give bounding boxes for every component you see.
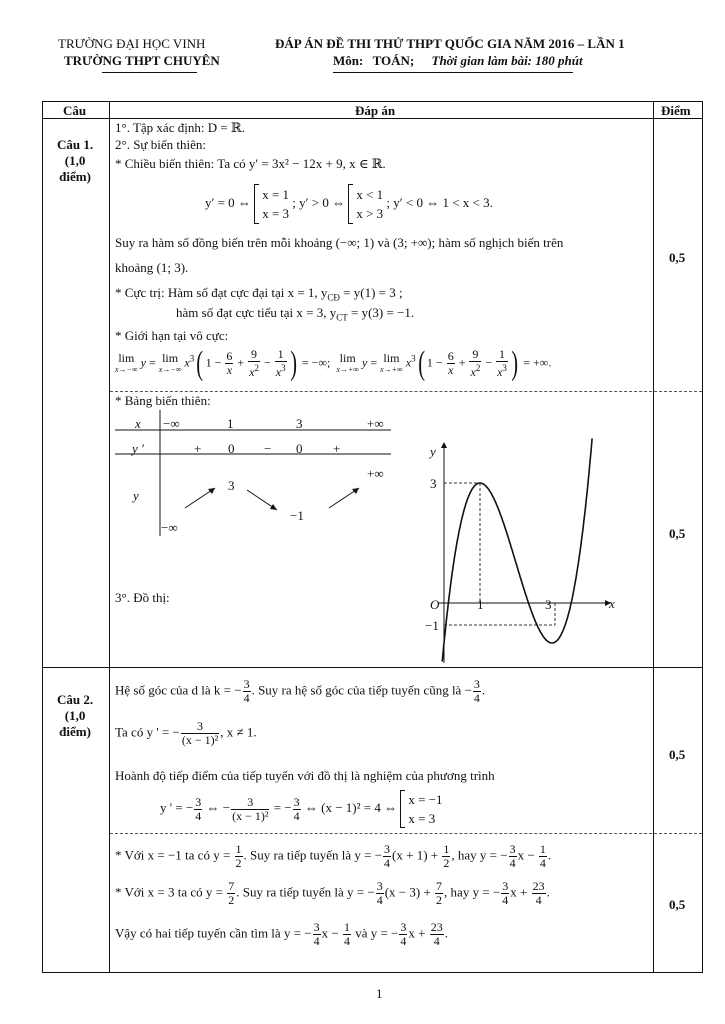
bbt-yp-sign-2: −: [264, 441, 272, 456]
graph-y-label: y: [430, 444, 436, 459]
c2-conclusion: Vậy có hai tiếp tuyến cần tìm là y = − $\frac{3}{4}$ x − $\frac{1}{4}$ và y = − $\frac{3}{4}$ x + $\frac{23}{4}$ .: [115, 920, 448, 948]
bbt-yp-label: y ': [132, 441, 144, 456]
subject: TOÁN;: [372, 53, 415, 68]
brace-icon: [400, 790, 405, 828]
question-1-points: (1,0: [64, 153, 86, 168]
exam-title: ĐÁP ÁN ĐỀ THI THỬ THPT QUỐC GIA NĂM 2016 – LẦN 1: [275, 36, 625, 51]
graph-tick-1: 1: [477, 597, 484, 612]
question-2-points: (1,0: [64, 708, 86, 723]
c2-equation: y ' = − $\frac{3}{4}$ ⇔ − $\frac{3}{\text{(x − 1)²}}$ = − $\frac{3}{4}$ ⇔ (x − 1)² = 4 ⇔ x = −1 x = 3: [160, 792, 443, 826]
col-header-cau: Câu: [63, 103, 87, 118]
bbt-y-minusinf: −∞: [161, 520, 178, 535]
c1-sign-conditions: [205, 184, 493, 224]
bbt-y-plusinf: +∞: [367, 466, 384, 481]
school-name-2: TRƯỜNG THPT CHUYÊN: [64, 53, 220, 68]
c1-score-1: 0,5: [669, 250, 686, 265]
c2-tangent-point: Hoành độ tiếp điểm của tiếp tuyến với đồ thị là nghiệm của phương trình: [115, 768, 495, 783]
bbt-y-min: −1: [290, 508, 304, 523]
c1-score-2: 0,5: [669, 526, 686, 541]
c1-yp-negative: ; y′ < 0 ⇔ 1 < x < 3.: [386, 194, 493, 210]
col-separator-2: [653, 101, 654, 973]
c1-limits-title: * Giới hạn tại vô cực:: [115, 328, 229, 343]
header-underline-left: [102, 72, 197, 73]
header-underline-right: [333, 72, 573, 73]
col-separator-1: [109, 101, 110, 973]
lim-neg: lim x→−∞: [115, 350, 138, 374]
graph-y-tick-m1: −1: [425, 618, 439, 633]
question-1-label: [57, 137, 93, 185]
c1-yp-zero: y′ = 0 ⇔: [205, 194, 251, 210]
variation-table: [115, 410, 395, 540]
c2-case-2: * Với x = 3 ta có y = $\frac{7}{2}$ . Suy ra tiếp tuyến là y = − $\frac{3}{4}$ (x − 3) + $\frac{7}{2}$ , hay y = − $\frac{3}{4}$ x + $\frac{23}{4}$ .: [115, 879, 550, 907]
graph-x-label: x: [609, 596, 615, 611]
brace-icon: [254, 184, 259, 224]
col-header-diem: Điểm: [661, 103, 691, 118]
curve: [442, 438, 592, 661]
c1-roots: x = 1 x = 3: [262, 187, 290, 221]
page-number: 1: [376, 986, 383, 1001]
c1-variation: 2°. Sự biến thiên:: [115, 137, 206, 152]
table-top-border: [42, 101, 703, 102]
c1-derivative: * Chiều biến thiên: Ta có y′ = 3x² − 12x + 9, x ∈ ℝ.: [115, 156, 386, 171]
c1-yp-positive: ; y′ > 0 ⇔: [292, 194, 346, 210]
table-left-border: [42, 101, 43, 973]
bbt-x-val-4: +∞: [367, 416, 384, 431]
question-1-title: Câu 1.: [57, 137, 94, 152]
question-1-points-unit: điểm): [59, 169, 91, 184]
bbt-x-val-3: 3: [296, 416, 303, 431]
c2-derivative: Ta có y ' = − $\frac{3}{\text{(x − 1)²}}$ , x ≠ 1.: [115, 719, 257, 747]
c1-monotonic-2: khoảng (1; 3).: [115, 260, 189, 275]
c2-case-1: * Với x = −1 ta có y = $\frac{1}{2}$ . Suy ra tiếp tuyến là y = − $\frac{3}{4}$ (x + 1) + $\frac{1}{2}$ , hay y = − $\frac{3}{4}$ x − $\frac{1}{4}$ .: [115, 842, 552, 870]
c2-score-1: 0,5: [669, 747, 686, 762]
table-right-border: [702, 101, 703, 973]
c2-score-2: 0,5: [669, 897, 686, 912]
c2-slope: Hệ số góc của d là k = − $\frac{3}{4}$ . Suy ra hệ số góc của tiếp tuyến cũng là − $\frac{3}{4}$ .: [115, 677, 486, 705]
brace-icon: [348, 184, 353, 224]
c1-pos-intervals: x < 1 x > 3: [356, 187, 384, 221]
lim-pos: lim x→+∞: [336, 350, 359, 374]
question-2-label: [57, 692, 93, 740]
c1-limits: lim x→−∞ y = lim x→−∞ $x^3$( 1 − $\frac{6}{x}$ + $\frac{9}{x^2}$ − $\frac{1}{x^3}$ ) = −∞; lim x→+∞ y = lim x→+∞ $x^3$( 1 − $\frac{6}{x}$ + $\frac{9}{x^2}$ − $\frac{1}{x^3}$ ) = +∞.: [115, 344, 552, 382]
bbt-yp-zero-1: 0: [228, 441, 235, 456]
bbt-x-label: x: [135, 416, 141, 431]
graph-tick-3: 3: [545, 597, 552, 612]
dash-separator-2: [110, 833, 702, 834]
c1-monotonic-1: Suy ra hàm số đồng biến trên mỗi khoảng (−∞; 1) và (3; +∞); hàm số nghịch biến trên: [115, 235, 564, 250]
question-2-title: Câu 2.: [57, 692, 94, 707]
time-allowed: Thời gian làm bài: 180 phút: [431, 53, 583, 68]
bbt-y-max: 3: [228, 478, 235, 493]
subject-label: Môn:: [333, 53, 364, 68]
graph-title: 3°. Đồ thị:: [115, 590, 170, 605]
c1-extrema-min: hàm số đạt cực tiểu tại x = 3, $y_{CT} = y(3) = -1$.: [176, 305, 415, 323]
row-separator: [42, 667, 703, 668]
c1-extrema-max: * Cực trị: Hàm số đạt cực đại tại x = 1, $y_{CĐ} = y(1) = 3$ ;: [115, 285, 403, 303]
table-bottom-border: [42, 972, 703, 973]
question-2-points-unit: điểm): [59, 724, 91, 739]
graph-origin-label: O: [430, 597, 440, 612]
graph-y-tick-3: 3: [430, 476, 437, 491]
bbt-y-label: y: [133, 488, 139, 503]
col-header-dapan: Đáp án: [355, 103, 396, 118]
bbt-x-val-2: 1: [227, 416, 234, 431]
dash-separator-1: [110, 391, 702, 392]
bbt-yp-sign-1: +: [194, 441, 202, 456]
bbt-yp-zero-2: 0: [296, 441, 303, 456]
bbt-x-val-1: −∞: [163, 416, 180, 431]
bbt-title: * Bảng biến thiên:: [115, 393, 211, 408]
c1-domain: 1°. Tập xác định: D = ℝ.: [115, 120, 245, 135]
subject-line: [333, 53, 583, 69]
bbt-yp-sign-3: +: [333, 441, 341, 456]
school-name-1: TRƯỜNG ĐẠI HỌC VINH: [58, 36, 206, 51]
